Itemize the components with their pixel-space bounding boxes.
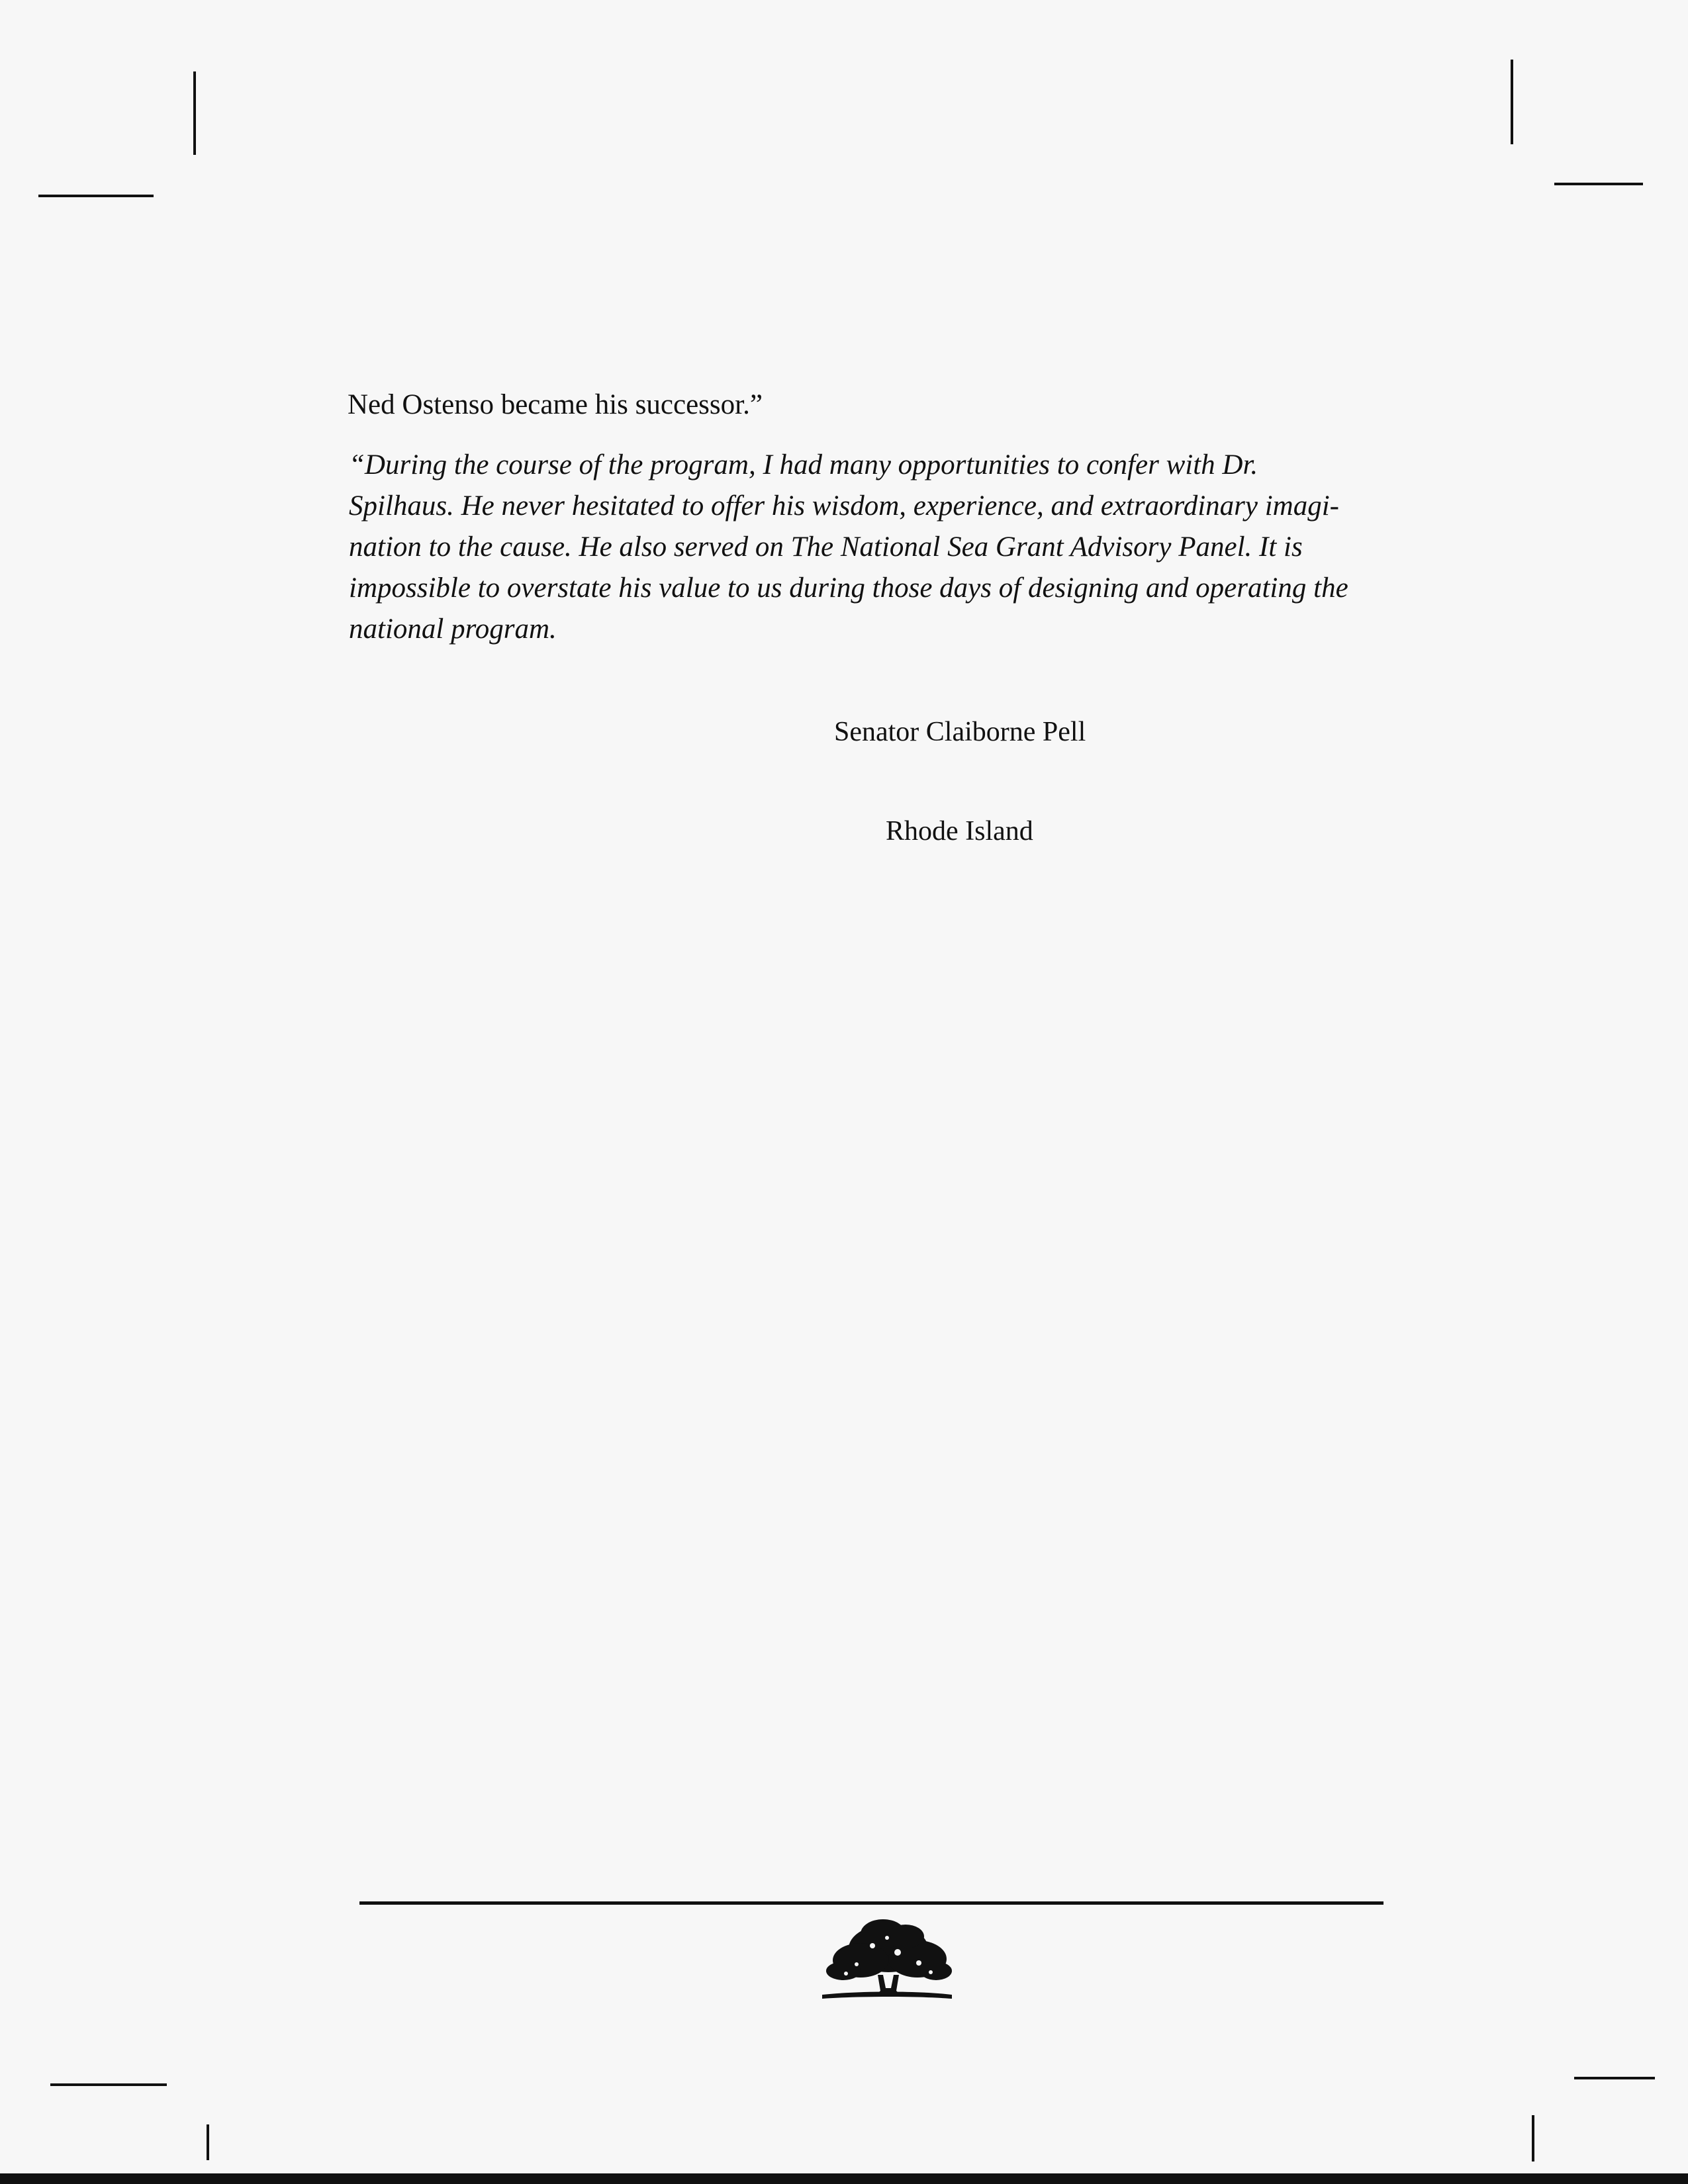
- quote-paragraph: [349, 445, 1368, 650]
- crop-mark-bottom-left-vertical: [207, 2124, 209, 2160]
- signature-name: Senator Claiborne Pell: [834, 717, 1086, 747]
- quote-line: nation to the cause. He also served on The National Sea Grant Advisory Panel. It is: [349, 531, 1303, 563]
- crop-mark-bottom-left-horizontal: [50, 2083, 167, 2086]
- tree-icon: [820, 1914, 955, 2003]
- crop-mark-bottom-right-horizontal: [1574, 2077, 1655, 2079]
- signature-state: Rhode Island: [886, 816, 1033, 846]
- crop-mark-top-right-horizontal: [1554, 183, 1643, 185]
- quote-line: impossible to overstate his value to us during those days of designing and operating the: [349, 572, 1348, 604]
- footer-rule: [359, 1901, 1383, 1905]
- crop-mark-top-right-vertical: [1511, 60, 1513, 144]
- crop-mark-bottom-right-vertical: [1532, 2115, 1534, 2161]
- quote-line: Spilhaus. He never hesitated to offer his wisdom, experience, and extraordinary imagi-: [349, 490, 1339, 522]
- crop-mark-top-left-horizontal: [38, 195, 154, 197]
- crop-mark-top-left-vertical: [193, 71, 196, 155]
- quote-line: national program.: [349, 614, 557, 645]
- quote-line: “During the course of the program, I had many opportunities to confer with Dr.: [349, 449, 1258, 480]
- scan-bottom-border: [0, 2173, 1688, 2184]
- continuation-line: Ned Ostenso became his successor.”: [348, 389, 763, 420]
